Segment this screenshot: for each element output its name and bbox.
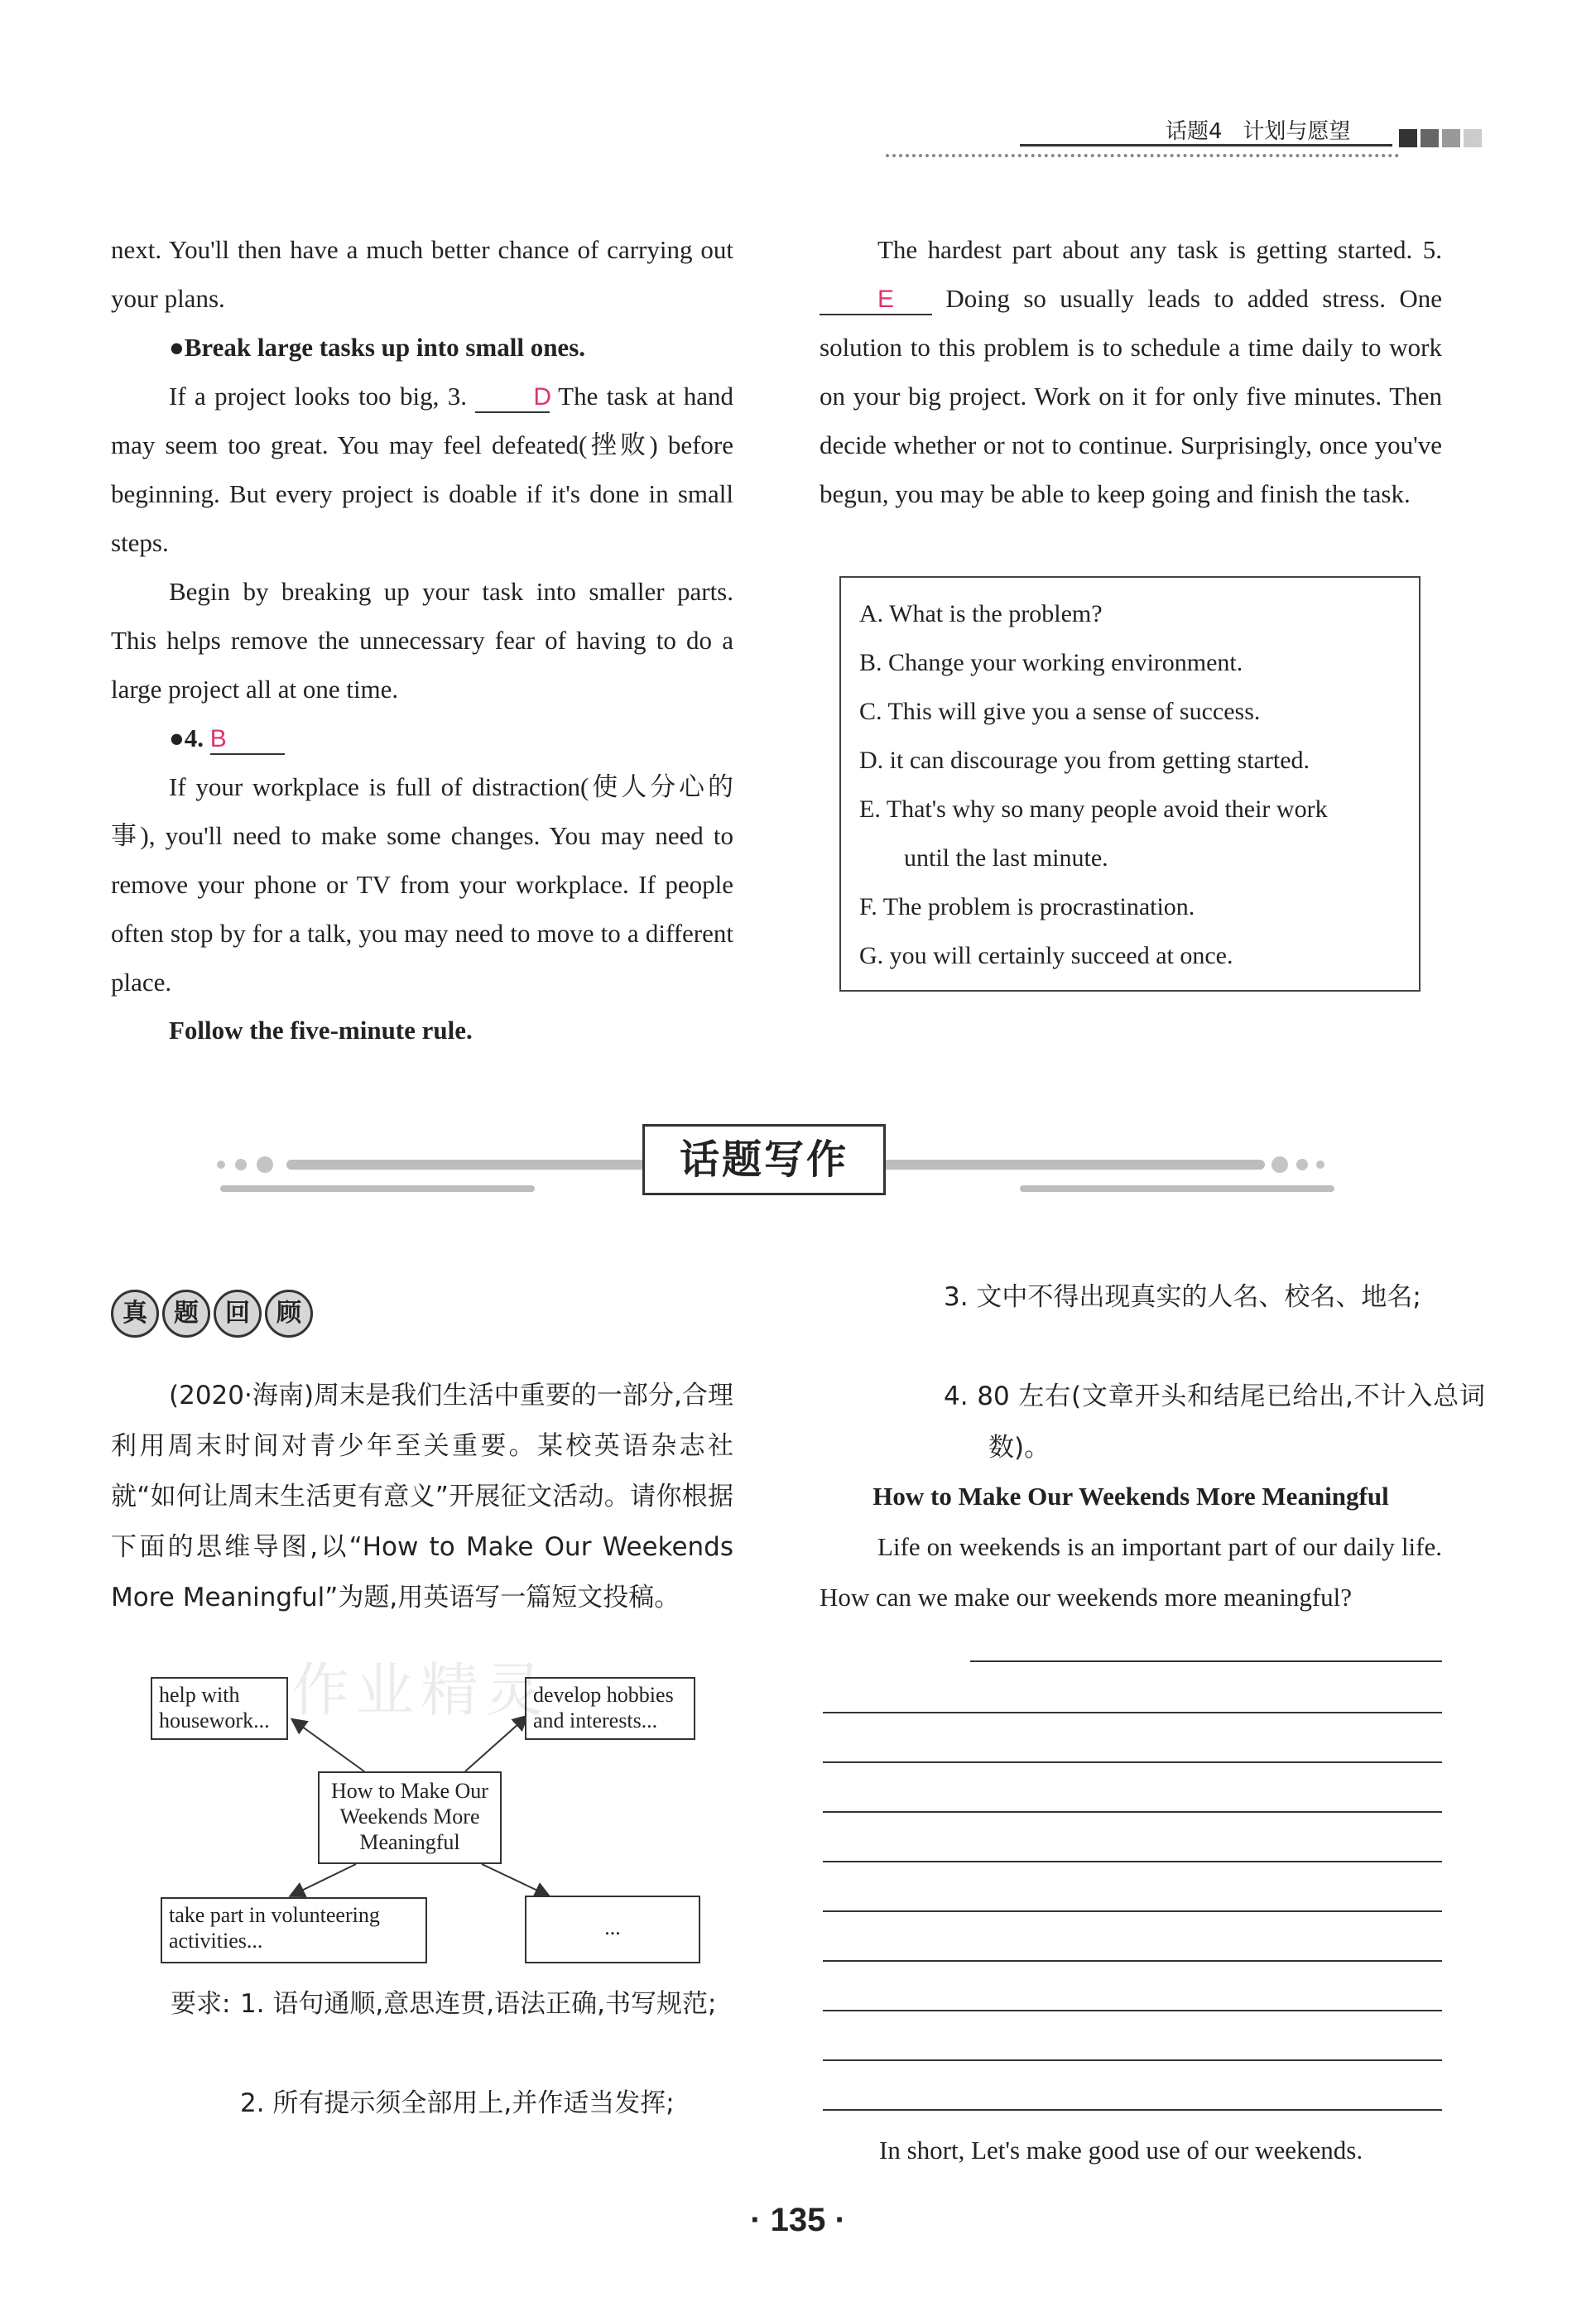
- answer-line[interactable]: [823, 2010, 1442, 2011]
- q5-text-after: Doing so usually leads to added stress. One solution to this problem is to schedule a time daily to work on your big project. Work on it for only five minutes. Then decide whether or not to continue. Surprisingly, once you've begun, you may be able to keep going and finish the task.: [820, 284, 1443, 508]
- q5-text-before: The hardest part about any task is getting started. 5.: [877, 235, 1442, 264]
- answer-4: B: [210, 725, 285, 755]
- arrow-bottom-right: [482, 1864, 548, 1896]
- watermark: 作业精灵: [291, 1656, 550, 1724]
- review-char-4: 顾: [265, 1290, 313, 1338]
- mind-map-bottom-right: ...: [525, 1896, 700, 1963]
- requirement-2: 2. 所有提示须全部用上,并作适当发挥;: [240, 2088, 675, 2118]
- mind-map-top-right: develop hobbies and interests...: [525, 1677, 695, 1740]
- left-heading-1: ●Break large tasks up into small ones.: [169, 333, 586, 362]
- mind-map-top-left: help with housework...: [151, 1677, 288, 1740]
- option-e-cont: until the last minute.: [904, 844, 1108, 872]
- requirement-1: 1. 语句通顺,意思连贯,语法正确,书写规范;: [240, 1989, 717, 2019]
- requirement-3: 3. 文中不得出现真实的人名、校名、地名;: [944, 1282, 1421, 1312]
- review-char-2: 题: [162, 1290, 210, 1338]
- requirement-label: 要求:: [171, 1989, 231, 2019]
- q3-text-after: The task at hand may seem too great. You may feel defeated(挫败) before beginning. But every project is doable if it's done in small steps.: [111, 382, 733, 557]
- answer-line-first[interactable]: [970, 1660, 1442, 1662]
- q3-text-before: If a project looks too big, 3.: [169, 382, 467, 411]
- page-number: · 135 ·: [750, 2202, 846, 2238]
- review-char-1: 真: [111, 1290, 159, 1338]
- answer-line[interactable]: [823, 1712, 1442, 1713]
- answer-line[interactable]: [823, 2059, 1442, 2061]
- mind-map-bottom-left: take part in volunteering activities...: [161, 1897, 427, 1963]
- answer-5: E: [820, 286, 932, 315]
- q4-label: ●4.: [169, 723, 204, 752]
- arrow-bottom-left: [291, 1864, 356, 1896]
- review-char-3: 回: [214, 1290, 262, 1338]
- option-c: C. This will give you a sense of success.: [859, 698, 1261, 725]
- writing-prompt: (2020·海南)周末是我们生活中重要的一部分,合理利用周末时间对青少年至关重要。某校英语杂志社就“如何让周末生活更有意义”开展征文活动。请你根据下面的思维导图,以“How to Make Our Weekends More Meaningful”为题,用英语写一篇短文投稿。: [111, 1381, 733, 1612]
- requirement-4: 4. 80 左右(文章开头和结尾已给出,不计入总词数)。: [944, 1382, 1485, 1463]
- left-heading-2: Follow the five-minute rule.: [169, 1016, 473, 1045]
- answer-line[interactable]: [823, 1960, 1442, 1962]
- topic-label: 话题4: [1166, 119, 1223, 144]
- essay-closing: In short, Let's make good use of our weekends.: [879, 2136, 1363, 2165]
- section-title: 话题写作: [642, 1124, 886, 1195]
- left-paragraph-4: If your workplace is full of distraction(使人分心的事), you'll need to make some changes. You may need to remove your phone or TV from your workplace. If people often stop by for a talk, you may need to move to a different place.: [111, 772, 733, 997]
- left-paragraph-1: next. You'll then have a much better chance of carrying out your plans.: [111, 235, 733, 313]
- answer-line[interactable]: [823, 2109, 1442, 2111]
- mind-map-center: How to Make Our Weekends More Meaningful: [318, 1771, 502, 1864]
- topic-title: 计划与愿望: [1243, 119, 1351, 144]
- left-paragraph-3: Begin by breaking up your task into smaller parts. This helps remove the unnecessary fear of having to do a large project all at one time.: [111, 577, 733, 704]
- answer-line[interactable]: [823, 1761, 1442, 1763]
- option-e: E. That's why so many people avoid their work: [859, 795, 1328, 823]
- essay-title: How to Make Our Weekends More Meaningful: [873, 1482, 1389, 1511]
- answer-line[interactable]: [823, 1910, 1442, 1912]
- option-g: G. you will certainly succeed at once.: [859, 942, 1233, 969]
- answer-3: D: [475, 383, 550, 413]
- option-b: B. Change your working environment.: [859, 649, 1243, 676]
- arrow-top-left: [293, 1720, 364, 1771]
- option-d: D. it can discourage you from getting started.: [859, 747, 1310, 774]
- option-a: A. What is the problem?: [859, 600, 1103, 627]
- answer-line[interactable]: [823, 1861, 1442, 1862]
- option-f: F. The problem is procrastination.: [859, 893, 1195, 920]
- answer-line[interactable]: [823, 1811, 1442, 1813]
- essay-opening: [820, 1521, 1442, 1622]
- essay-opening-text: Life on weekends is an important part of our daily life. How can we make our weekends more meaningful?: [820, 1532, 1442, 1612]
